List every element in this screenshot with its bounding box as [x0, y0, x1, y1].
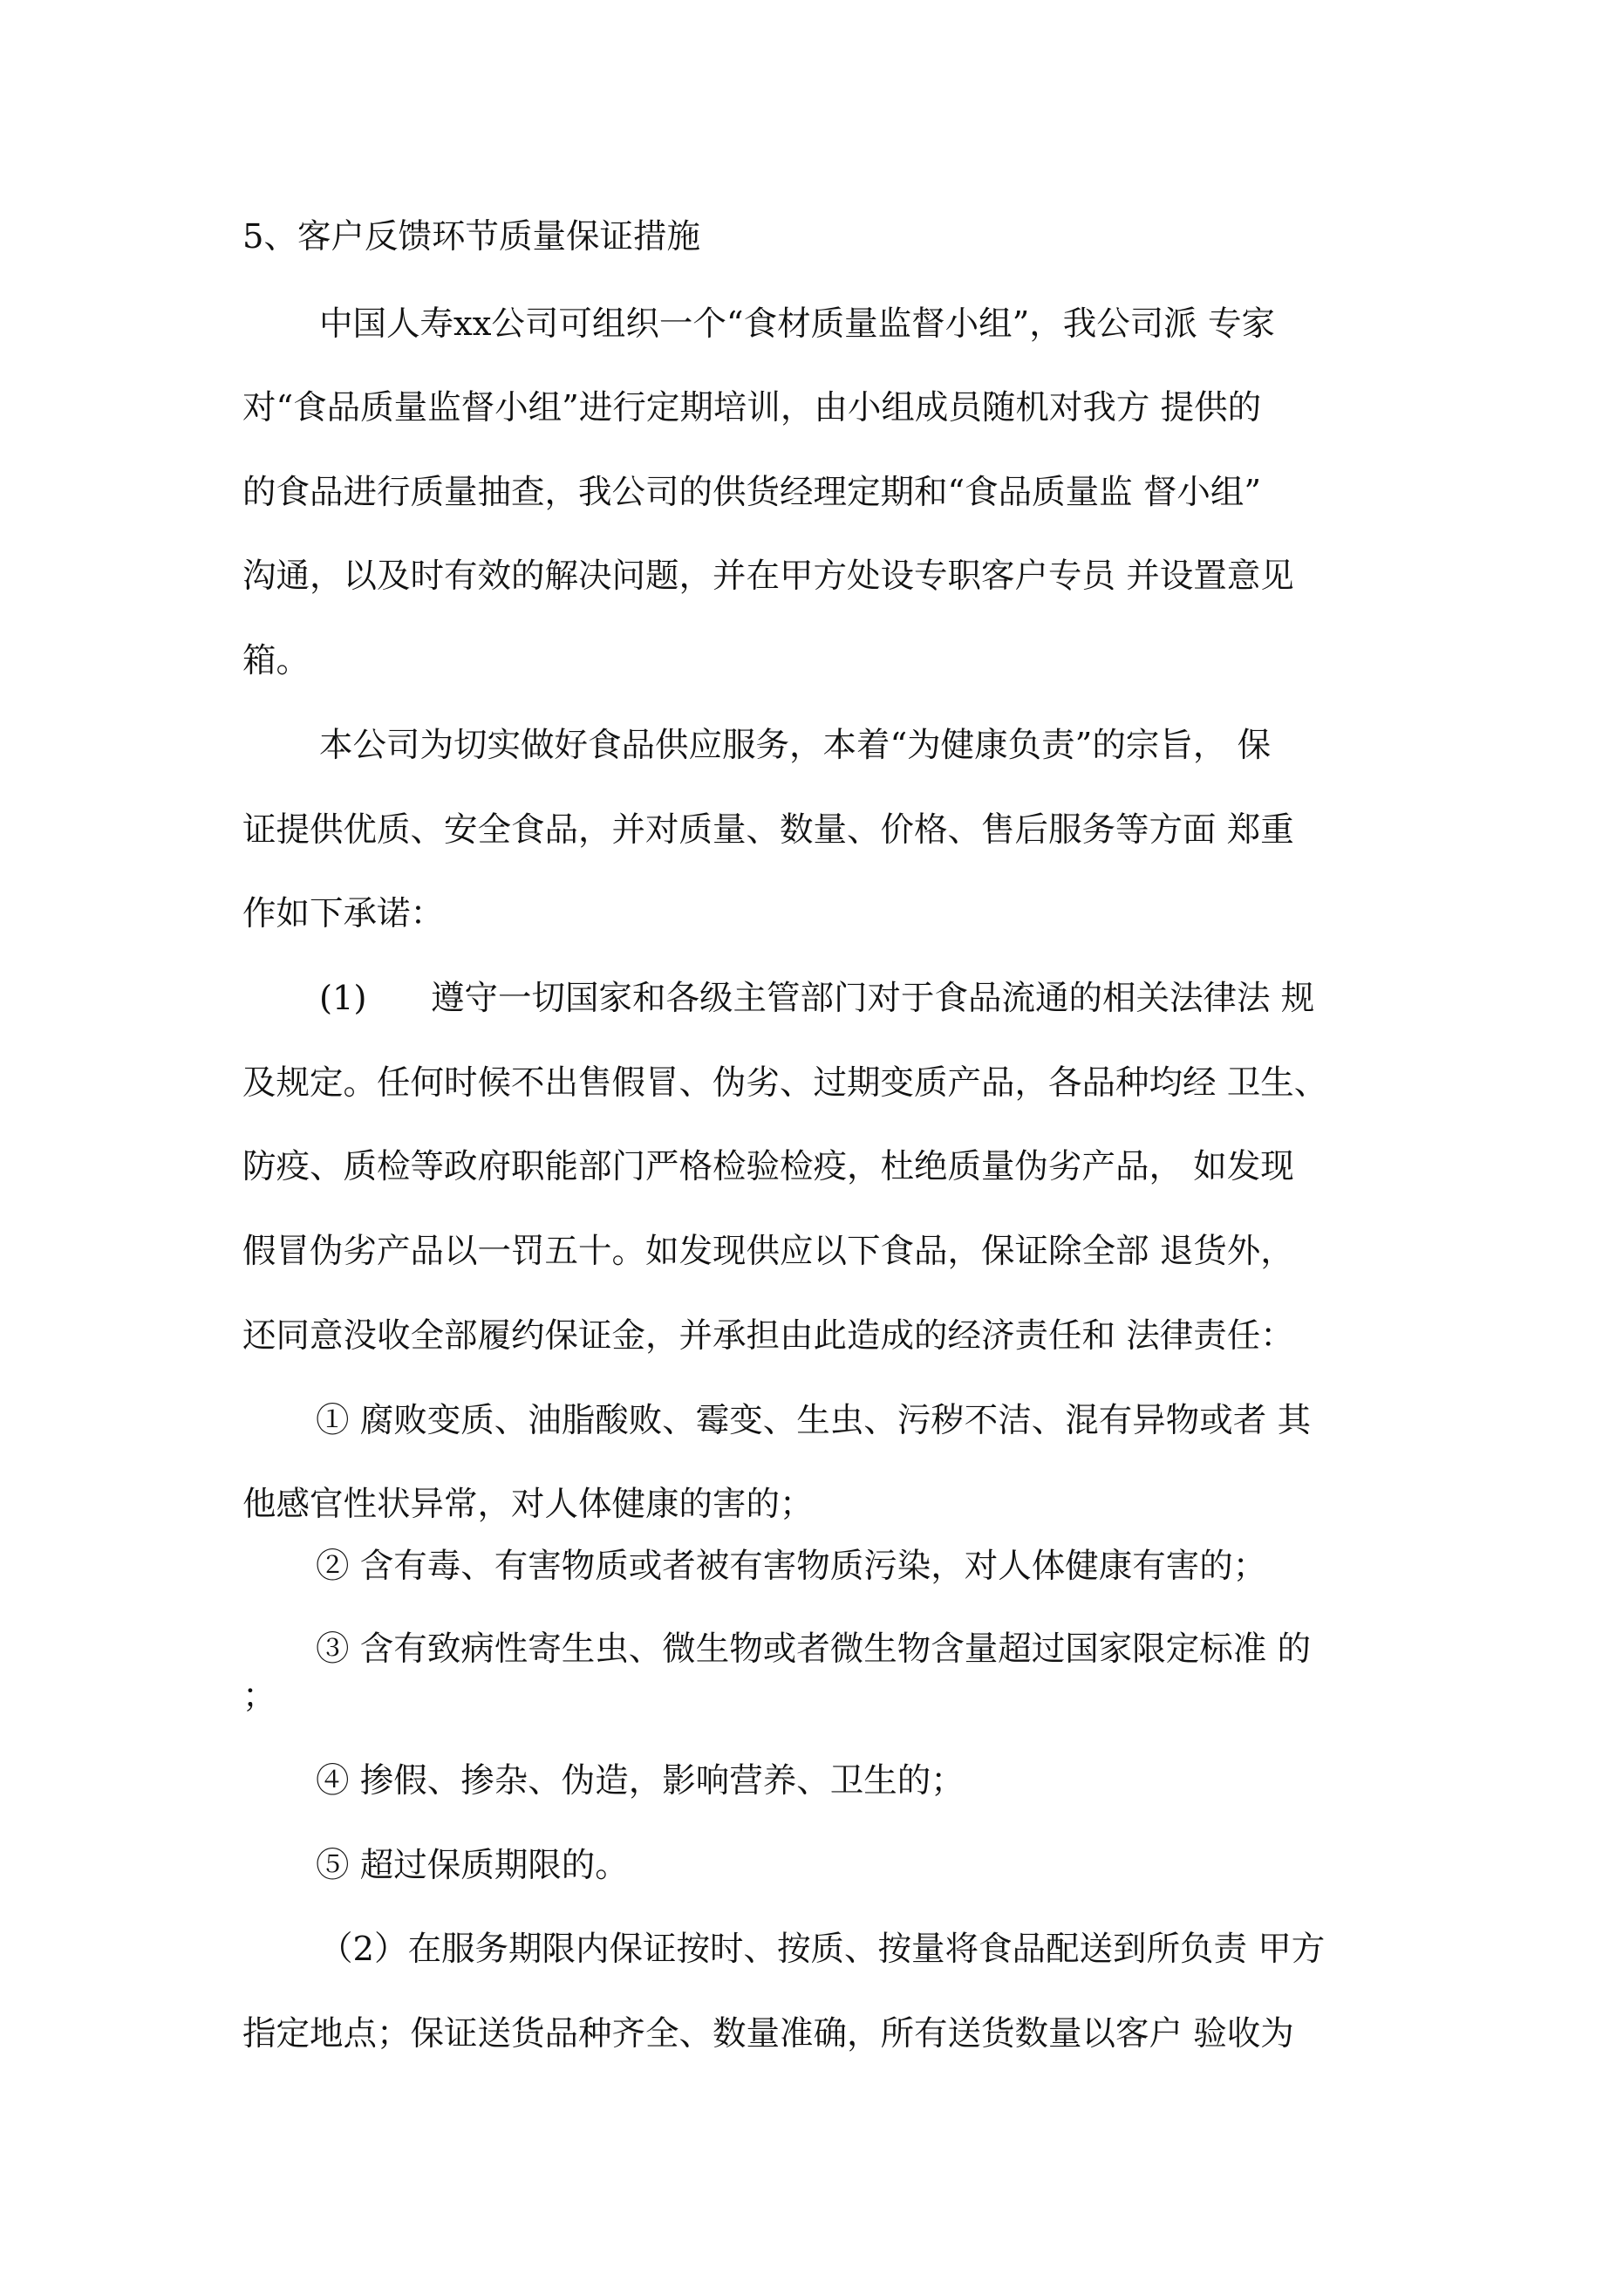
paragraph-line: （2）在服务期限内保证按时、按质、按量将食品配送到所负责 甲方	[319, 1930, 1326, 1969]
list-item: ；	[242, 1677, 276, 1716]
paragraph-line: 防疫、质检等政府职能部门严格检验检疫，杜绝质量伪劣产品， 如发现	[242, 1147, 1294, 1186]
section-heading: 5、客户反馈环节质量保证措施	[242, 217, 700, 256]
list-item: ② 含有毒、有害物质或者被有害物质污染，对人体健康有害的；	[316, 1547, 1267, 1586]
paragraph-line: 对“食品质量监督小组”进行定期培训，由小组成员随机对我方 提供的	[242, 388, 1262, 427]
list-item: ⑤ 超过保质期限的。	[316, 1846, 629, 1885]
paragraph-line: 的食品进行质量抽查，我公司的供货经理定期和“食品质量监 督小组”	[242, 473, 1262, 512]
list-item: 他感官性状异常，对人体健康的害的；	[242, 1485, 814, 1524]
paragraph-line: 指定地点；保证送货品种齐全、数量准确，所有送货数量以客户 验收为	[242, 2014, 1294, 2053]
paragraph-line: 及规定。任何时候不出售假冒、伪劣、过期变质产品，各品种均经 卫生、	[242, 1063, 1328, 1103]
list-item: ④ 掺假、掺杂、伪造，影响营养、卫生的；	[316, 1761, 965, 1801]
list-item: ① 腐败变质、油脂酸败、霉变、生虫、污秽不洁、混有异物或者 其	[316, 1401, 1311, 1440]
paragraph-line: 本公司为切实做好食品供应服务，本着“为健康负责”的宗旨， 保	[319, 726, 1272, 765]
paragraph-line: 作如下承诺：	[242, 894, 445, 933]
paragraph-line: 假冒伪劣产品以一罚五十。如发现供应以下食品，保证除全部 退货外，	[242, 1232, 1294, 1271]
paragraph-line: 还同意没收全部履约保证金，并承担由此造成的经济责任和 法律责任：	[242, 1316, 1294, 1356]
paragraph-line: 箱。	[242, 641, 310, 680]
paragraph-line: 中国人寿xx公司可组织一个“食材质量监督小组”，我公司派 专家	[319, 304, 1276, 344]
paragraph-line: (1) 遵守一切国家和各级主管部门对于食品流通的相关法律法 规	[319, 979, 1315, 1018]
paragraph-line: 证提供优质、安全食品，并对质量、数量、价格、售后服务等方面 郑重	[242, 810, 1294, 850]
list-item: ③ 含有致病性寄生虫、微生物或者微生物含量超过国家限定标准 的	[316, 1630, 1311, 1669]
paragraph-line: 沟通，以及时有效的解决问题，并在甲方处设专职客户专员 并设置意见	[242, 557, 1294, 596]
